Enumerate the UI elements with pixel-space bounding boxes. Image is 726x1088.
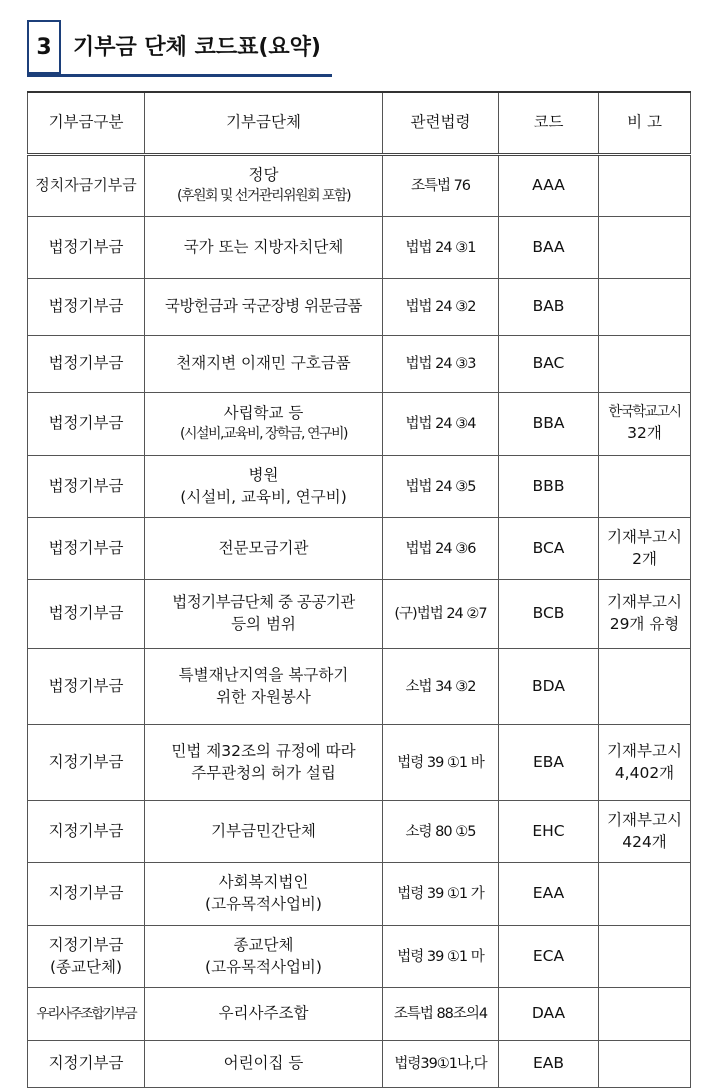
law-text: 법령 39 ①1 가 (397, 886, 484, 903)
cell-category (28, 393, 145, 456)
cell-organization (145, 217, 383, 279)
code-text: BAA (532, 237, 565, 256)
org-line1: 법정기부금단체 중 공공기관 (172, 593, 355, 612)
cell-law (383, 518, 499, 580)
category-text: 지정기부금 (48, 752, 124, 771)
org-line2: (시설비,교육비, 장학금, 연구비) (180, 426, 347, 443)
law-text: 법령 39 ①1 바 (397, 754, 484, 771)
cell-note (599, 725, 691, 801)
cell-note (599, 336, 691, 393)
cell-category (28, 155, 145, 217)
section-number: 3 (36, 34, 52, 60)
cell-code (499, 336, 599, 393)
table-row (28, 155, 691, 217)
code-text: BCB (532, 604, 565, 623)
org-line1: 특별재난지역을 복구하기 (178, 665, 349, 684)
table-row (28, 393, 691, 456)
org-line1: 국방헌금과 국군장병 위문금품 (164, 297, 362, 316)
cell-code (499, 217, 599, 279)
cell-category (28, 580, 145, 649)
cell-organization (145, 926, 383, 988)
cell-note (599, 801, 691, 863)
cell-category (28, 863, 145, 926)
code-text: ECA (532, 946, 565, 965)
note-line1: 기재부고시 (607, 741, 682, 760)
cell-code (499, 580, 599, 649)
law-text: 소령 80 ①5 (405, 823, 476, 840)
org-line2: (고유목적사업비) (205, 895, 322, 913)
cell-code (499, 518, 599, 580)
cell-note (599, 649, 691, 725)
code-text: DAA (531, 1004, 566, 1023)
cell-law (383, 725, 499, 801)
law-text: 법법 24 ③5 (405, 478, 476, 495)
category-text: 지정기부금 (48, 935, 124, 954)
org-line1: 국가 또는 지방자치단체 (183, 237, 344, 256)
cell-organization (145, 279, 383, 336)
cell-law (383, 155, 499, 217)
category-text: 법정기부금 (48, 538, 124, 557)
code-text: AAA (532, 176, 565, 195)
note-line1: 기재부고시 (607, 810, 682, 829)
cell-code (499, 393, 599, 456)
law-text: 법법 24 ③4 (405, 416, 476, 433)
code-text: EAA (532, 884, 565, 903)
cell-note (599, 279, 691, 336)
header-organization: 기부금단체 (145, 92, 383, 155)
heading-underline (27, 74, 332, 77)
cell-category (28, 649, 145, 725)
category-text: 법정기부금 (48, 297, 124, 316)
cell-note (599, 863, 691, 926)
cell-organization (145, 580, 383, 649)
cell-code (499, 801, 599, 863)
note-line1: 한국학교고시 (608, 404, 681, 421)
cell-organization (145, 393, 383, 456)
code-text: BBB (532, 476, 565, 495)
cell-category (28, 988, 145, 1041)
note-line2: 424개 (622, 832, 667, 851)
org-line1: 정당 (248, 166, 279, 185)
cell-code (499, 926, 599, 988)
section-number-box (27, 20, 61, 74)
cell-note (599, 988, 691, 1041)
table-row (28, 801, 691, 863)
org-line1: 사립학교 등 (223, 404, 304, 423)
code-text: BCA (532, 538, 565, 557)
cell-category (28, 217, 145, 279)
org-line2: 위한 자원봉사 (216, 687, 311, 706)
category-text: 지정기부금 (48, 821, 124, 840)
law-text: (구)법법 24 ②7 (394, 606, 487, 623)
category-text: 법정기부금 (48, 676, 124, 695)
category-text: 법정기부금 (48, 237, 124, 256)
table-row (28, 988, 691, 1041)
header-code: 코드 (499, 92, 599, 155)
category-text: 정치자금기부금 (35, 176, 137, 195)
table-row (28, 1041, 691, 1088)
org-line1: 기부금민간단체 (211, 821, 316, 840)
category-text: 지정기부금 (48, 1054, 124, 1073)
cell-category (28, 801, 145, 863)
table-row (28, 518, 691, 580)
note-line1: 기재부고시 (607, 527, 682, 546)
cell-organization (145, 155, 383, 217)
org-line2: 주무관청의 허가 설립 (191, 763, 336, 782)
header-law: 관련법령 (383, 92, 499, 155)
table-header-row (28, 92, 691, 155)
table-row (28, 863, 691, 926)
cell-code (499, 456, 599, 518)
code-text: BDA (532, 676, 565, 695)
note-line2: 2개 (632, 549, 657, 568)
cell-code (499, 279, 599, 336)
org-line1: 우리사주조합 (218, 1004, 309, 1023)
org-line2: (후원회 및 선거관리위원회 포함) (176, 188, 351, 205)
code-text: BAC (532, 354, 565, 373)
code-text: EBA (532, 752, 565, 771)
note-line2: 4,402개 (614, 763, 675, 782)
category-text: 법정기부금 (48, 354, 124, 373)
note-line1: 기재부고시 (607, 593, 682, 612)
cell-law (383, 801, 499, 863)
org-line1: 사회복지법인 (218, 873, 309, 892)
table-row (28, 649, 691, 725)
header-note: 비 고 (599, 92, 691, 155)
cell-note (599, 518, 691, 580)
cell-law (383, 1041, 499, 1088)
cell-law (383, 279, 499, 336)
cell-category (28, 725, 145, 801)
code-text: EHC (532, 821, 565, 840)
cell-category (28, 1041, 145, 1088)
org-line2: 등의 범위 (231, 615, 296, 633)
org-line1: 전문모금기관 (218, 538, 309, 557)
cell-code (499, 988, 599, 1041)
cell-code (499, 863, 599, 926)
cell-note (599, 393, 691, 456)
law-text: 조특법 88조의4 (393, 1006, 488, 1023)
table-row (28, 336, 691, 393)
cell-note (599, 926, 691, 988)
cell-note (599, 155, 691, 217)
cell-law (383, 217, 499, 279)
cell-category (28, 456, 145, 518)
cell-organization (145, 725, 383, 801)
law-text: 법법 24 ③6 (405, 540, 476, 557)
org-line1: 병원 (248, 465, 279, 484)
cell-law (383, 926, 499, 988)
cell-organization (145, 863, 383, 926)
code-text: BAB (532, 297, 565, 316)
table-row (28, 926, 691, 988)
table-row (28, 580, 691, 649)
table-row (28, 725, 691, 801)
code-text: EAB (532, 1054, 565, 1073)
cell-code (499, 649, 599, 725)
cell-organization (145, 988, 383, 1041)
law-text: 법법 24 ③1 (405, 239, 476, 256)
cell-law (383, 863, 499, 926)
donation-code-table (27, 91, 691, 1088)
cell-law (383, 336, 499, 393)
law-text: 법법 24 ③3 (405, 356, 476, 373)
category-line2: (종교단체) (50, 957, 122, 976)
cell-law (383, 456, 499, 518)
section-title: 기부금 단체 코드표(요약) (73, 35, 321, 60)
cell-organization (145, 456, 383, 518)
cell-law (383, 649, 499, 725)
cell-law (383, 988, 499, 1041)
org-line1: 민법 제32조의 규정에 따라 (171, 741, 356, 760)
table-row (28, 217, 691, 279)
cell-organization (145, 801, 383, 863)
law-text: 법령39①1나,다 (394, 1056, 487, 1073)
cell-code (499, 155, 599, 217)
org-line2: (시설비, 교육비, 연구비) (180, 487, 347, 506)
cell-note (599, 217, 691, 279)
cell-law (383, 393, 499, 456)
section-heading (27, 20, 332, 77)
cell-organization (145, 1041, 383, 1088)
cell-organization (145, 336, 383, 393)
category-text: 우리사주조합기부금 (36, 1006, 136, 1023)
table-row (28, 279, 691, 336)
cell-category (28, 336, 145, 393)
table-row (28, 456, 691, 518)
law-text: 조특법 76 (410, 178, 471, 195)
cell-note (599, 1041, 691, 1088)
cell-organization (145, 518, 383, 580)
category-text: 법정기부금 (48, 604, 124, 623)
cell-organization (145, 649, 383, 725)
code-text: BBA (532, 414, 565, 433)
org-line2: (고유목적사업비) (205, 957, 322, 976)
org-line1: 천재지변 이재민 구호금품 (176, 354, 351, 373)
cell-category (28, 279, 145, 336)
category-text: 지정기부금 (48, 884, 124, 903)
org-line1: 종교단체 (233, 935, 294, 954)
note-line2: 29개 유형 (609, 615, 680, 633)
cell-code (499, 1041, 599, 1088)
note-line2: 32개 (627, 423, 662, 442)
category-text: 법정기부금 (48, 476, 124, 495)
cell-code (499, 725, 599, 801)
org-line1: 어린이집 등 (223, 1054, 304, 1073)
law-text: 소법 34 ③2 (405, 678, 476, 695)
category-text: 법정기부금 (48, 414, 124, 433)
cell-category (28, 518, 145, 580)
header-category: 기부금구분 (28, 92, 145, 155)
cell-law (383, 580, 499, 649)
law-text: 법령 39 ①1 마 (397, 948, 484, 965)
law-text: 법법 24 ③2 (405, 299, 476, 316)
cell-note (599, 580, 691, 649)
cell-note (599, 456, 691, 518)
cell-category (28, 926, 145, 988)
